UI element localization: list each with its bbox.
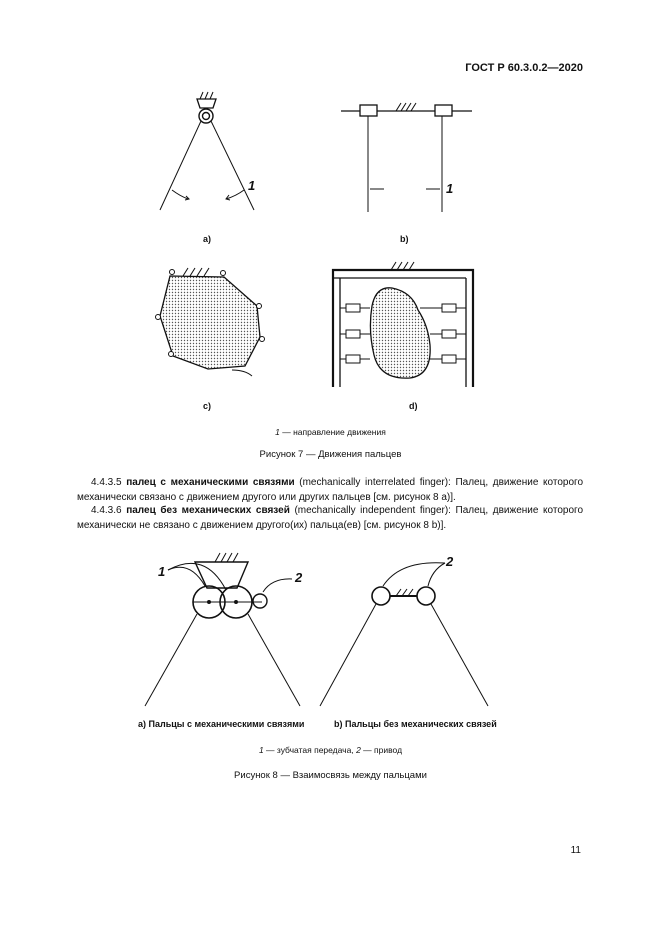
fig8-caption: Рисунок 8 — Взаимосвязь между пальцами bbox=[234, 770, 427, 781]
paragraph-4436: 4.4.3.6 палец без механических связей (mechanically independent finger): Палец, движение которого механически не связано с движением другого(их) пальца(ев) [см. рисунок 8 b)]. bbox=[77, 505, 584, 531]
fig8-callout-1: 1 bbox=[158, 564, 166, 579]
fig8-callout-2a: 2 bbox=[295, 570, 303, 585]
fig7a-callout: 1 bbox=[248, 178, 256, 193]
fig8a-diagram bbox=[145, 553, 300, 706]
figure-8-drawing bbox=[0, 540, 661, 720]
fig7c-diagram bbox=[156, 268, 265, 376]
figure-7-drawing bbox=[0, 0, 661, 420]
fig8-callout-2b: 2 bbox=[446, 554, 454, 569]
fig8b-diagram bbox=[320, 563, 488, 706]
page-number: 11 bbox=[570, 845, 581, 856]
fig7-legend: 1 — направление движения bbox=[275, 427, 386, 437]
fig7a-diagram bbox=[160, 92, 254, 210]
fig7c-label: c) bbox=[203, 401, 212, 411]
fig8b-label: b) Пальцы без механических связей bbox=[334, 719, 497, 729]
fig8a-label: a) Пальцы с механическими связями bbox=[138, 719, 305, 729]
fig7d-diagram bbox=[333, 262, 473, 387]
fig7b-callout: 1 bbox=[446, 181, 454, 196]
fig8-legend: 1 — зубчатая передача, 2 — привод bbox=[258, 745, 403, 755]
paragraph-4435: 4.4.3.5 палец с механическими связями (mechanically interrelated finger): Палец, движение которого механически связано с движением другого или других пальцев [см. рисунок 8 a)]. bbox=[77, 477, 584, 503]
fig7a-label: a) bbox=[203, 234, 212, 244]
fig7-caption: Рисунок 7 — Движения пальцев bbox=[259, 449, 402, 460]
document-header: ГОСТ Р 60.3.0.2—2020 bbox=[465, 62, 583, 74]
fig7b-label: b) bbox=[400, 234, 409, 244]
fig7d-label: d) bbox=[409, 401, 418, 411]
